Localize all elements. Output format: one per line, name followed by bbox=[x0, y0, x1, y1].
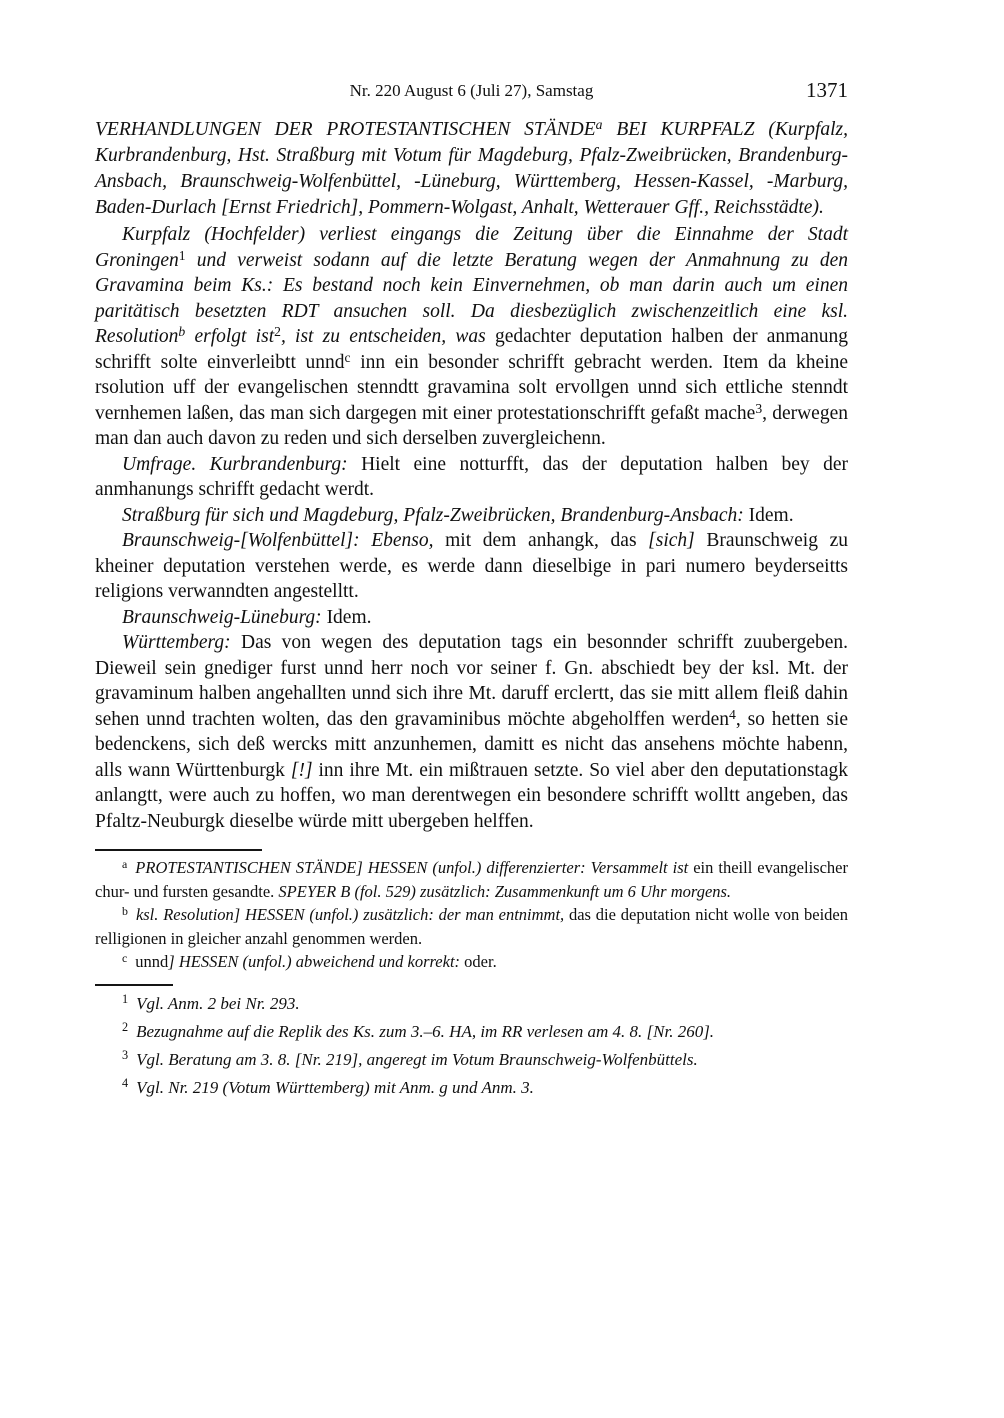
apparatus-rule bbox=[95, 849, 262, 851]
footnote-number-1 bbox=[95, 990, 848, 1018]
page-number: 1371 bbox=[806, 78, 848, 102]
paragraph-kurpfalz-votum: Kurpfalz (Hochfelder) verliest eingangs die Zeitung über die Einnahme der Stadt Groningen$^1$ und verweist sodann auf die letzte Beratung wegen der Anmahnung zu den Gravamina beim Ks.: Es bestand noch kein Einvernehmen, ob man darin auch um einen paritätisch besetzten RDT ansuchen soll. Da diesbezüglich zwischenzeitlich eine ksl. Resolution$^b$ erfolgt ist$^2$, ist zu entscheiden, was gedachter deputation halben der anmanung schrifft solte einverleibtt unnd$^c$ inn ein besonder schrifft gebracht werden. Item da kheine rsolution uff der evangelischen stenndtt gravamina solt ervollgen unnd sich ettliche stenndt vernhemen laßen, das man sich dargegen mit einer protestationschrifft gefaßt mache$^3$, derwegen man dan auch davon zu reden und sich derselben zuvergleichenn. bbox=[95, 224, 849, 449]
paragraph-wuerttemberg: Württemberg: Das von wegen des deputation tags ein besonnder schrifft zuubergeben. Dieweil sein gnediger furst unnd herr noch vor seiner f. Gn. abschiedt bey der ksl. Mt. der gravaminum halben angehallten unnd sich ihre Mt. daruff erclertt, das sie mitt allem fleiß dahin sehen unnd trachten wolten, das den gravaminibus möchte abgeholffen werden$^4$, so hetten sie bedenckens, sich deß wercks mitt anzunhemen, damitt es nicht das ansehens möchte habenn, alls wann Württenburgk [!] inn ihre Mt. ein mißtrauen setzte. So viel aber den deputationstagk anlangtt, were auch zu hoffen, wo man derentwegen ein besondere schrifft wolltt angeben, das Pfaltz-Neuburgk dieselbe würde mitt ubergeben helffen. bbox=[95, 632, 849, 832]
footnote-text-b: ksl. Resolution] HESSEN (unfol.) zusätzlich: der man entnimmt, das die deputation nicht wolle von beiden relligionen in gleicher anzahl genommen werden. bbox=[95, 905, 849, 948]
footnote-marker-a: a bbox=[122, 857, 128, 872]
footnote-text-c: unnd] HESSEN (unfol.) abweichend und korrekt: oder. bbox=[135, 952, 497, 971]
paragraph-umfrage-kurbrandenburg: Umfrage. Kurbrandenburg: Hielt eine notturfft, das der deputation halben bey der anmhanungs schrifft gedacht werdt. bbox=[95, 453, 848, 500]
footnote-letter-a bbox=[95, 856, 848, 903]
paragraph-braunschweig-wolfenbuettel: Braunschweig-[Wolfenbüttel]: Ebenso, mit dem anhangk, das [sich] Braunschweig zu kheiner deputation verstehen werde, es werde dann dieselbige in pari numero beyderseitts religions verwanndten angestelltt. bbox=[95, 530, 848, 602]
footnote-marker-4: 4 bbox=[122, 1076, 129, 1091]
running-head bbox=[95, 78, 848, 104]
footnote-number-4 bbox=[95, 1074, 848, 1102]
footnote-letter-c bbox=[95, 950, 848, 974]
footnote-number-2 bbox=[95, 1018, 848, 1046]
footnote-marker-3: 3 bbox=[122, 1048, 129, 1063]
footnote-marker-2: 2 bbox=[122, 1020, 129, 1035]
entry-heading: VERHANDLUNGEN DER PROTESTANTISCHEN STÄNDE$^a$ BEI KURPFALZ (Kurpfalz, Kurbrandenburg, Hst. Straßburg mit Votum für Magdeburg, Pfalz-Zweibrücken, Brandenburg-Ansbach, Braunschweig-Wolfenbüttel, -Lüneburg, Württemberg, Hessen-Kassel, -Marburg, Baden-Durlach [Ernst Friedrich], Pommern-Wolgast, Anhalt, Wetterauer Gff., Reichsstädte). bbox=[95, 116, 848, 218]
footnote-marker-1: 1 bbox=[122, 992, 129, 1007]
running-head-title: Nr. 220 August 6 (Juli 27), Samstag bbox=[349, 81, 594, 100]
footnote-letter-b bbox=[95, 903, 848, 950]
footnote-marker-b: b bbox=[122, 904, 128, 919]
footnote-number-3 bbox=[95, 1046, 848, 1074]
footnote-text-4: Vgl. Nr. 219 (Votum Württemberg) mit Anm. g und Anm. 3. bbox=[136, 1077, 534, 1097]
footnote-text-1: Vgl. Anm. 2 bei Nr. 293. bbox=[136, 993, 300, 1013]
commentary-rule bbox=[95, 984, 173, 986]
footnote-text-3: Vgl. Beratung am 3. 8. [Nr. 219], angeregt im Votum Braunschweig-Wolfenbüttels. bbox=[136, 1049, 698, 1069]
footnote-text-a: PROTESTANTISCHEN STÄNDE] HESSEN (unfol.) differenzierter: Versammelt ist ein theill evangelischer chur- und fursten gesandte. SPEYER B (fol. 529) zusätzlich: Zusammenkunft um 6 Uhr morgens. bbox=[95, 858, 848, 901]
paragraph-braunschweig-lueneburg: Braunschweig-Lüneburg: Idem. bbox=[122, 606, 372, 628]
footnote-marker-c: c bbox=[122, 951, 128, 966]
footnote-text-2: Bezugnahme auf die Replik des Ks. zum 3.–6. HA, im RR verlesen am 4. 8. [Nr. 260]. bbox=[136, 1021, 715, 1041]
paragraph-strassburg: Straßburg für sich und Magdeburg, Pfalz-Zweibrücken, Brandenburg-Ansbach: Idem. bbox=[122, 504, 794, 526]
